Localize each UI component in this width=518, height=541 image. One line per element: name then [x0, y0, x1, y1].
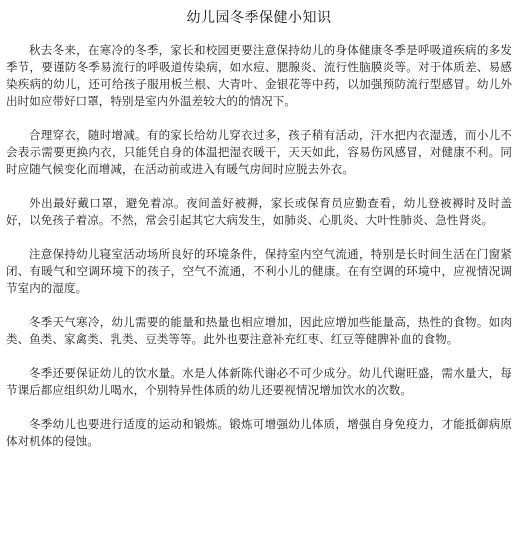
paragraph-6: 冬季还要保证幼儿的饮水量。水是人体新陈代谢必不可少成分。幼儿代谢旺盛，需水量大，每节课后都应组织幼儿喝水，个别特异性体质的幼儿还要视情况增加饮水的次数。 [6, 366, 512, 397]
paragraph-3: 外出最好戴口罩，避免着凉。夜间盖好被褥，家长或保育员应勤查看，幼儿登被褥时及时盖好，以免孩子着凉。不然，常会引起其它大病发生，如肺炎、心肌炎、大叶性肺炎、急性肾炎。 [6, 196, 512, 227]
paragraph-5: 冬季天气寒冷，幼儿需要的能量和热量也相应增加，因此应增加些能量高，热性的食物。如肉类、鱼类、家禽类、乳类、豆类等等。此外也要注意补充红枣、红豆等健脾补血的食物。 [6, 315, 512, 346]
paragraph-2: 合理穿衣，随时增减。有的家长给幼儿穿衣过多，孩子稍有活动，汗水把内衣湿透，而小儿不会表示需要更换内衣，只能凭自身的体温把湿衣暖干，天天如此，容易伤风感冒，对健康不利。同时应随气候变化而增减，在活动前或进入有暖气房间时应脱去外衣。 [6, 128, 512, 176]
paragraph-1: 秋去冬来，在寒冷的冬季，家长和校园更要注意保持幼儿的身体健康冬季是呼吸道疾病的多发季节，要谨防冬季易流行的呼吸道传染病，如水痘、腮腺炎、流行性脑膜炎等。对于体质差、易感染疾病的幼儿，还可给孩子服用板兰根、大青叶、金银花等中药，以加强预防流行型感冒。幼儿外出时如应带好口罩，特别是室内外温差较大的的情况下。 [6, 43, 512, 108]
paragraph-7: 冬季幼儿也要进行适度的运动和锻炼。锻炼可增强幼儿体质，增强自身免疫力，才能抵御病原体对机体的侵蚀。 [6, 417, 512, 448]
document-title: 幼儿园冬季保健小知识 [186, 10, 332, 26]
document [6, 0, 512, 467]
paragraph-4: 注意保持幼儿寝室活动场所良好的环境条件，保持室内空气流通，特别是长时间生活在门窗紧闭、有暖气和空调环境下的孩子，空气不流通，不利小儿的健康。在有空调的环境中，应视情况调节室内的湿度。 [6, 247, 512, 295]
